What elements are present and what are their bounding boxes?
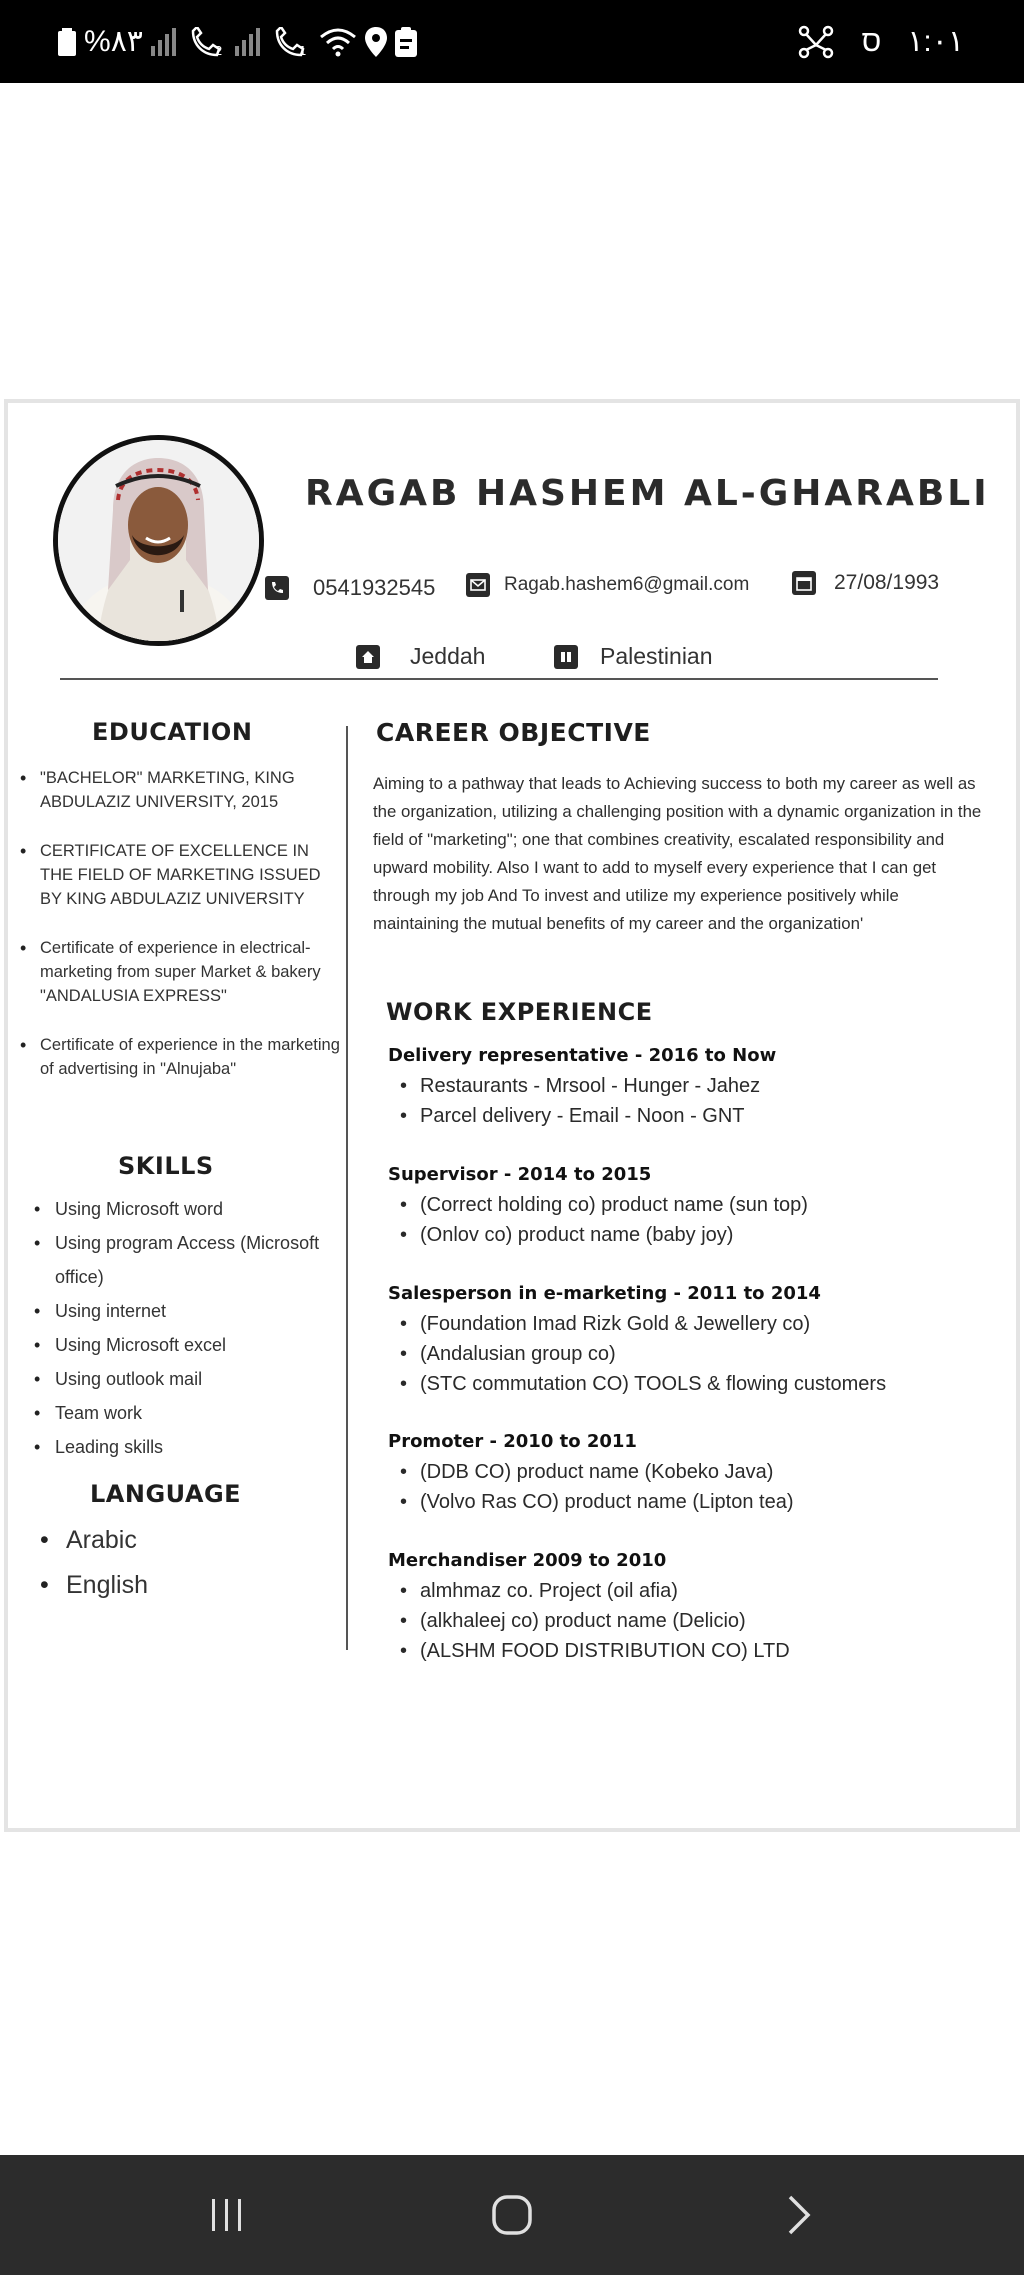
clipboard-icon	[395, 27, 417, 57]
job-entry	[388, 1041, 988, 1131]
education-item: • "BACHELOR" MARKETING, KING ABDULAZIZ UNIVERSITY, 2015	[20, 766, 340, 814]
job-entry	[388, 1546, 988, 1666]
signal-icon-2	[235, 28, 265, 56]
job-entry	[388, 1427, 988, 1517]
phone-contact	[265, 575, 435, 601]
chevron-right-icon	[784, 2193, 814, 2237]
skill-item: • Using Microsoft excel	[34, 1328, 334, 1362]
envelope-icon	[466, 573, 490, 597]
education-item: • CERTIFICATE OF EXCELLENCE IN THE FIELD OF MARKETING ISSUED BY KING ABDULAZIZ UNIVERSITY	[20, 839, 340, 911]
language-item: • English	[40, 1563, 330, 1608]
wifi-call-icon-2	[273, 27, 311, 57]
recent-apps-button[interactable]	[147, 2155, 307, 2275]
job-title: Salesperson in e-marketing - 2011 to 2014	[388, 1283, 821, 1304]
career-objective-heading: CAREER OBJECTIVE	[376, 718, 651, 747]
job-details-list	[388, 1576, 988, 1666]
birth-date: 27/08/1993	[834, 571, 940, 594]
job-detail-item: • (Andalusian group co)	[388, 1339, 988, 1369]
wifi-icon	[319, 27, 357, 57]
job-detail-item: • (alkhaleej co) product name (Delicio)	[388, 1606, 988, 1636]
email-address: Ragab.hashem6@gmail.com	[504, 574, 750, 595]
job-entry	[388, 1160, 988, 1250]
job-details-list	[388, 1309, 988, 1399]
skill-item: • Using outlook mail	[34, 1362, 334, 1396]
job-detail-item: • (Correct holding co) product name (sun top)	[388, 1190, 988, 1220]
flag-icon	[554, 645, 578, 669]
svg-text:2: 2	[214, 43, 223, 57]
job-title: Merchandiser 2009 to 2010	[388, 1550, 667, 1571]
language-heading: LANGUAGE	[90, 1480, 242, 1508]
job-details-list	[388, 1071, 988, 1131]
job-detail-item: • (STC commutation CO) TOOLS & flowing customers	[388, 1369, 988, 1399]
city: Jeddah	[410, 643, 486, 669]
skills-list	[34, 1192, 334, 1464]
work-experience-heading: WORK EXPERIENCE	[386, 998, 653, 1026]
job-detail-item: • (Onlov co) product name (baby joy)	[388, 1220, 988, 1250]
birthdate-contact	[792, 571, 939, 595]
battery-percent: %٨٣	[84, 25, 143, 58]
header-divider	[60, 678, 938, 680]
education-item: • Certificate of experience in the marketing of advertising in "Alnujaba"	[20, 1033, 340, 1081]
phone-number: 0541932545	[313, 575, 436, 600]
back-button[interactable]	[719, 2155, 879, 2275]
skill-item: • Using program Access (Microsoft office)	[34, 1226, 334, 1294]
recent-apps-icon	[207, 2195, 247, 2235]
job-detail-item: • (ALSHM FOOD DISTRIBUTION CO) LTD	[388, 1636, 988, 1666]
education-item: • Certificate of experience in electrical-marketing from super Market & bakery "ANDALUSIA EXPRESS"	[20, 936, 340, 1008]
skills-heading: SKILLS	[118, 1152, 214, 1180]
job-title: Supervisor - 2014 to 2015	[388, 1164, 652, 1185]
job-entry	[388, 1279, 988, 1399]
profile-photo	[53, 435, 264, 646]
job-detail-item: • (DDB CO) product name (Kobeko Java)	[388, 1457, 988, 1487]
skill-item: • Leading skills	[34, 1430, 334, 1464]
clock: ١:٠١	[907, 25, 964, 58]
job-detail-item: • (Volvo Ras CO) product name (Lipton tea)	[388, 1487, 988, 1517]
navigation-bar	[0, 2155, 1024, 2275]
calendar-icon	[792, 571, 816, 595]
language-list	[40, 1518, 330, 1608]
phone-icon	[265, 576, 289, 600]
email-contact	[466, 573, 749, 597]
signal-icon	[151, 28, 181, 56]
wifi-call-icon	[189, 27, 227, 57]
home-icon	[356, 645, 380, 669]
job-detail-item: • Restaurants - Mrsool - Hunger - Jahez	[388, 1071, 988, 1101]
svg-text:1: 1	[298, 43, 307, 57]
status-bar	[0, 0, 1024, 83]
carrier-label: ס	[861, 24, 882, 58]
nationality: Palestinian	[600, 643, 713, 669]
skill-item: • Team work	[34, 1396, 334, 1430]
education-list	[20, 766, 340, 1106]
job-detail-item: • (Foundation Imad Rizk Gold & Jewellery co)	[388, 1309, 988, 1339]
battery-icon	[58, 28, 76, 56]
skill-item: • Using internet	[34, 1294, 334, 1328]
column-divider	[346, 726, 348, 1650]
skill-item: • Using Microsoft word	[34, 1192, 334, 1226]
job-title: Delivery representative - 2016 to Now	[388, 1045, 777, 1066]
language-item: • Arabic	[40, 1518, 330, 1563]
job-title: Promoter - 2010 to 2011	[388, 1431, 637, 1452]
job-details-list	[388, 1457, 988, 1517]
home-circle-icon	[490, 2193, 534, 2237]
location-icon	[365, 27, 387, 57]
job-details-list	[388, 1190, 988, 1250]
network-share-icon	[796, 25, 836, 59]
nationality-info	[554, 643, 713, 670]
job-detail-item: • Parcel delivery - Email - Noon - GNT	[388, 1101, 988, 1131]
education-heading: EDUCATION	[92, 718, 253, 746]
candidate-name: RAGAB HASHEM AL-GHARABLI	[305, 473, 990, 514]
home-button[interactable]	[432, 2155, 592, 2275]
city-info	[356, 643, 485, 670]
job-detail-item: • almhmaz co. Project (oil afia)	[388, 1576, 988, 1606]
career-objective-text: Aiming to a pathway that leads to Achieving success to both my career as well as the organization, utilizing a challenging position with a dynamic organization in the field of "marketing"; one that combines creativity, escalated responsibility and upward mobility. Also I want to add to myself every experience that I can get through my job And To invest and utilize my experience positively while maintaining the mutual benefits of my career and the organization'	[373, 774, 982, 933]
